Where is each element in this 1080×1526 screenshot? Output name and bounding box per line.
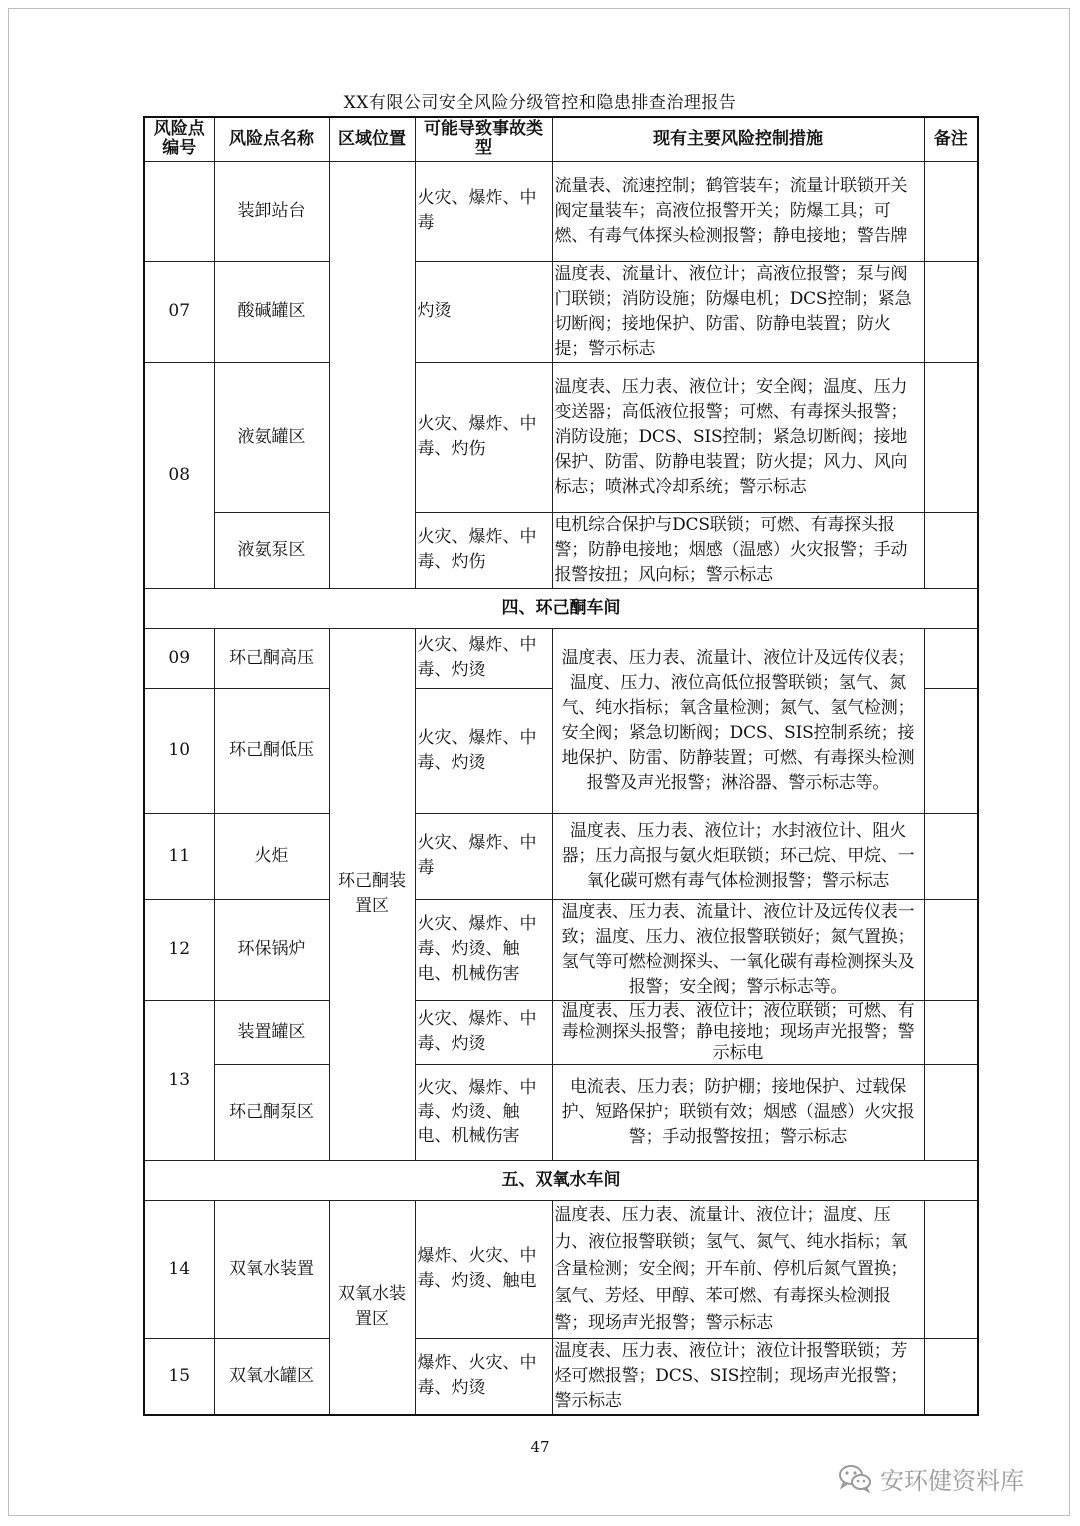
accident-cell: 火灾、爆炸、中毒 <box>415 161 552 261</box>
measures-cell: 电机综合保护与DCS联锁；可燃、有毒探头报警；防静电接地；烟感（温感）火灾报警；手动报警按扭；风向标；警示标志 <box>552 512 924 588</box>
header-accident: 可能导致事故类型 <box>415 117 552 161</box>
risk-name-cell: 环保锅炉 <box>214 899 329 1000</box>
accident-cell: 火灾、爆炸、中毒、灼伤 <box>415 362 552 512</box>
accident-cell: 火灾、爆炸、中毒、灼烫 <box>415 688 552 813</box>
remark-cell <box>924 688 978 813</box>
accident-cell: 火灾、爆炸、中毒、灼烫、触电、机械伤害 <box>415 1064 552 1160</box>
accident-cell: 火灾、爆炸、中毒、灼烫 <box>415 1000 552 1064</box>
measures-cell: 温度表、压力表、液位计；水封液位计、阻火器；压力高报与氨火炬联锁；环己烷、甲烷、一氧化碳可燃有毒气体检测报警；警示标志 <box>552 813 924 899</box>
risk-name-cell: 环己酮泵区 <box>214 1064 329 1160</box>
risk-name-cell: 装置罐区 <box>214 1000 329 1064</box>
header-row <box>144 117 978 161</box>
remark-cell <box>924 261 978 362</box>
risk-id-cell: 10 <box>144 688 214 813</box>
risk-id-cell: 07 <box>144 261 214 362</box>
measures-cell: 温度表、压力表、流量计、液位计及远传仪表一致；温度、压力、液位报警联锁好；氮气置换；氢气等可燃检测探头、一氧化碳有毒检测探头及报警；安全阀；警示标志等。 <box>552 899 924 1000</box>
measures-cell: 温度表、压力表、流量计、液位计；温度、压力、液位报警联锁；氢气、氮气、纯水指标；氧含量检测；安全阀；开车前、停机后氮气置换；氢气、芳烃、甲醇、苯可燃、有毒探头检测报警；现场声光报警；警示标志 <box>552 1200 924 1338</box>
table-row <box>144 1064 978 1160</box>
accident-cell: 火灾、爆炸、中毒、灼烫、触电、机械伤害 <box>415 899 552 1000</box>
accident-cell: 爆炸、火灾、中毒、灼烫、触电 <box>415 1200 552 1338</box>
area-cell: 环己酮装置区 <box>329 628 415 1160</box>
table-row <box>144 1200 978 1338</box>
risk-name-cell: 液氨泵区 <box>214 512 329 588</box>
risk-table <box>143 116 979 1416</box>
risk-id-cell <box>144 161 214 261</box>
risk-id-cell: 12 <box>144 899 214 1000</box>
remark-cell <box>924 1338 978 1415</box>
wechat-icon <box>838 1463 872 1493</box>
table-row <box>144 1338 978 1415</box>
section-row <box>144 588 978 628</box>
accident-cell: 火灾、爆炸、中毒、灼伤 <box>415 512 552 588</box>
report-title: XX有限公司安全风险分级管控和隐患排查治理报告 <box>343 93 737 113</box>
table-row <box>144 362 978 512</box>
table-row <box>144 899 978 1000</box>
section-title: 四、环己酮车间 <box>144 588 978 628</box>
remark-cell <box>924 512 978 588</box>
risk-name-cell: 酸碱罐区 <box>214 261 329 362</box>
remark-cell <box>924 161 978 261</box>
area-cell <box>329 161 415 588</box>
risk-name-cell: 液氨罐区 <box>214 362 329 512</box>
table-row <box>144 161 978 261</box>
measures-cell: 温度表、压力表、液位计；安全阀；温度、压力变送器；高低液位报警；可燃、有毒探头报警；消防设施；DCS、SIS控制；紧急切断阀；接地保护、防雷、防静电装置；防火提；风力、风向标志；喷淋式冷却系统；警示标志 <box>552 362 924 512</box>
header-measures: 现有主要风险控制措施 <box>552 117 924 161</box>
risk-name-cell: 环己酮低压 <box>214 688 329 813</box>
header-id: 风险点编号 <box>144 117 214 161</box>
risk-name-cell: 双氧水装置 <box>214 1200 329 1338</box>
risk-name-cell: 火炬 <box>214 813 329 899</box>
risk-id-cell: 11 <box>144 813 214 899</box>
risk-name-cell: 双氧水罐区 <box>214 1338 329 1415</box>
risk-id-cell: 13 <box>144 1000 214 1160</box>
remark-cell <box>924 813 978 899</box>
measures-cell: 温度表、流量计、液位计；高液位报警；泵与阀门联锁；消防设施；防爆电机；DCS控制；紧急切断阀；接地保护、防雷、防静电装置；防火提；警示标志 <box>552 261 924 362</box>
remark-cell <box>924 899 978 1000</box>
measures-cell: 温度表、压力表、液位计；液位计报警联锁；芳烃可燃报警；DCS、SIS控制；现场声光报警；警示标志 <box>552 1338 924 1415</box>
table-row <box>144 628 978 688</box>
accident-cell: 火灾、爆炸、中毒、灼烫 <box>415 628 552 688</box>
measures-cell: 电流表、压力表；防护棚；接地保护、过载保护、短路保护；联锁有效；烟感（温感）火灾报警；手动报警按扭；警示标志 <box>552 1064 924 1160</box>
risk-name-cell: 装卸站台 <box>214 161 329 261</box>
watermark <box>838 1458 1024 1498</box>
section-row <box>144 1160 978 1200</box>
risk-name-cell: 环己酮高压 <box>214 628 329 688</box>
remark-cell <box>924 628 978 688</box>
remark-cell <box>924 1000 978 1064</box>
remark-cell <box>924 1200 978 1338</box>
table-row <box>144 261 978 362</box>
header-area: 区域位置 <box>329 117 415 161</box>
measures-cell: 温度表、压力表、流量计、液位计及远传仪表；温度、压力、液位高低位报警联锁；氢气、氮气、纯水指标；氧含量检测；氮气、氢气检测；安全阀；紧急切断阀；DCS、SIS控制系统；接地保护、防雷、防静装置；可燃、有毒探头检测报警及声光报警；淋浴器、警示标志等。 <box>552 628 924 813</box>
table-row <box>144 813 978 899</box>
measures-cell: 流量表、流速控制；鹤管装车；流量计联锁开关阀定量装车；高液位报警开关；防爆工具；可燃、有毒气体探头检测报警；静电接地；警告牌 <box>552 161 924 261</box>
risk-id-cell: 08 <box>144 362 214 588</box>
remark-cell <box>924 1064 978 1160</box>
header-name: 风险点名称 <box>214 117 329 161</box>
accident-cell: 爆炸、火灾、中毒、灼烫 <box>415 1338 552 1415</box>
section-title: 五、双氧水车间 <box>144 1160 978 1200</box>
table-row <box>144 512 978 588</box>
header-remark: 备注 <box>924 117 978 161</box>
table-row <box>144 1000 978 1064</box>
area-cell: 双氧水装置区 <box>329 1200 415 1415</box>
accident-cell: 灼烫 <box>415 261 552 362</box>
remark-cell <box>924 362 978 512</box>
measures-cell: 温度表、压力表、液位计；液位联锁；可燃、有毒检测探头报警；静电接地；现场声光报警；警示标电 <box>552 1000 924 1064</box>
risk-id-cell: 14 <box>144 1200 214 1338</box>
risk-id-cell: 15 <box>144 1338 214 1415</box>
accident-cell: 火灾、爆炸、中毒 <box>415 813 552 899</box>
risk-id-cell: 09 <box>144 628 214 688</box>
watermark-text: 安环健资料库 <box>880 1466 1024 1495</box>
page-number: 47 <box>530 1438 550 1456</box>
